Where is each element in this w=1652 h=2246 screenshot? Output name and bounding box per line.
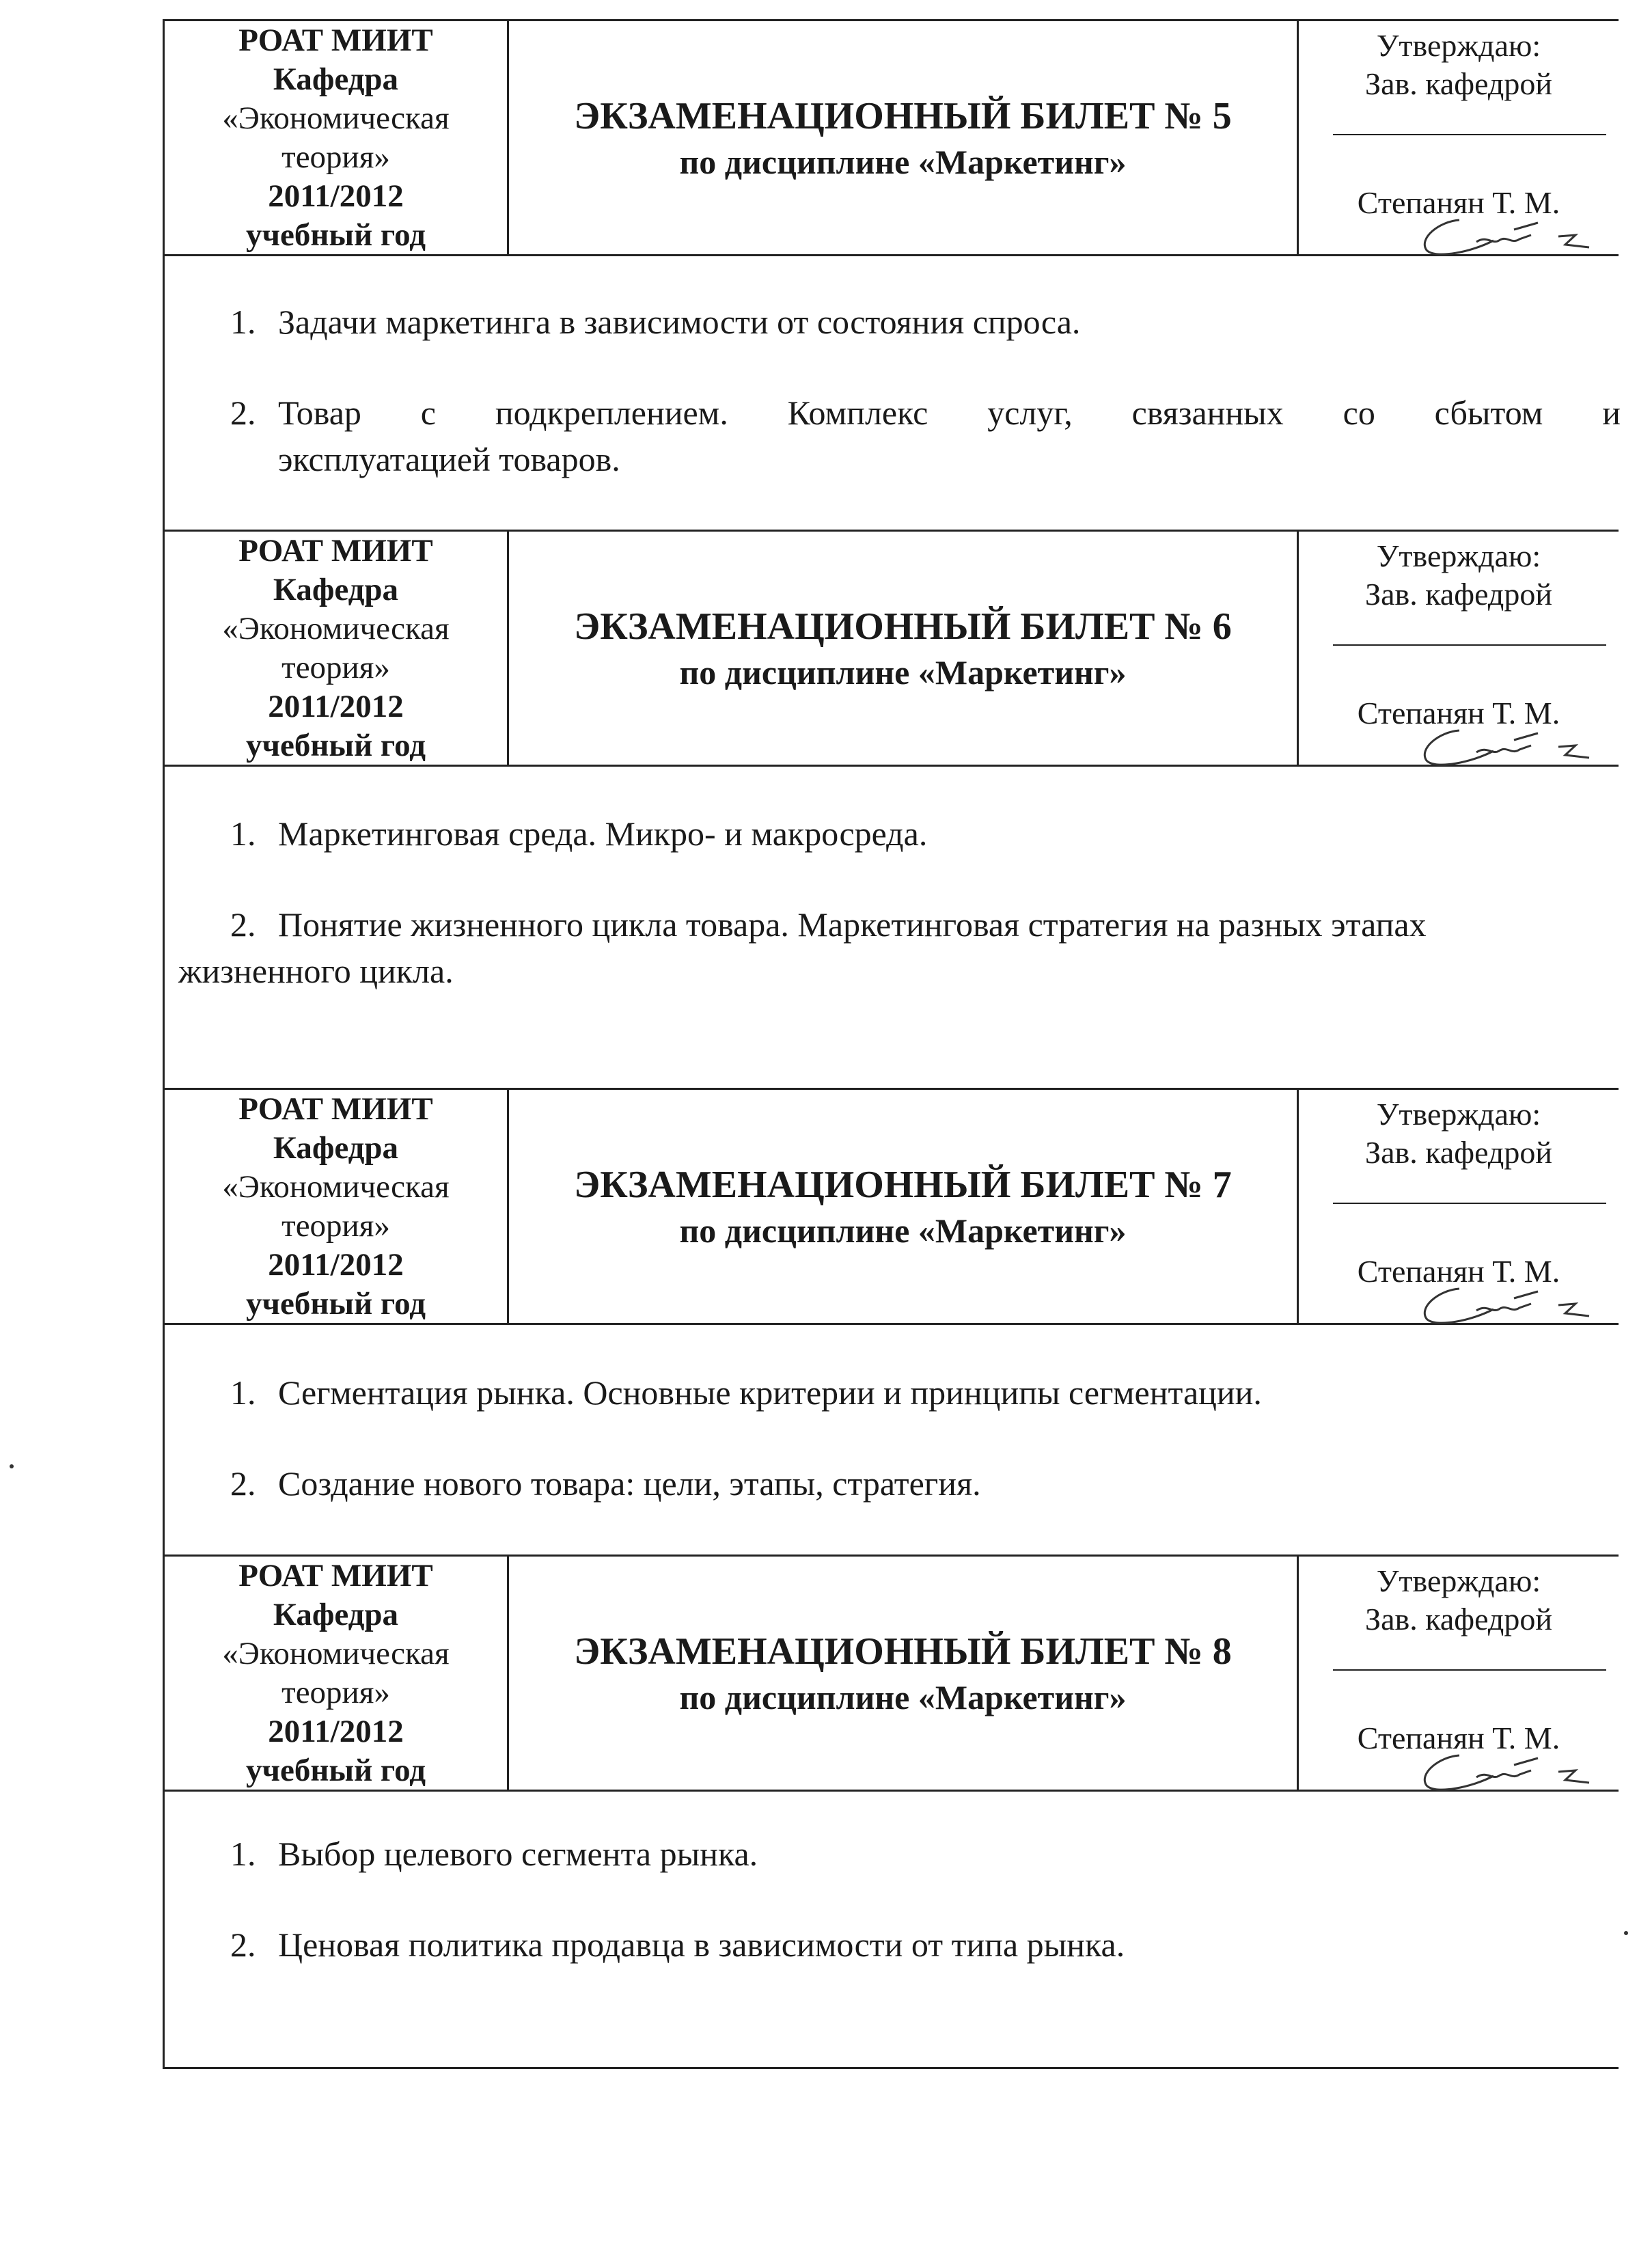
question-1 — [230, 811, 927, 856]
question-number: 2. — [230, 1464, 256, 1503]
question-1 — [230, 299, 1080, 344]
ticket-header — [163, 530, 1619, 767]
question-text: Сегментация рынка. Основные критерии и принципы сегментации. — [278, 1373, 1262, 1412]
signer-name: Степанян Т. М. — [1357, 1254, 1560, 1289]
institution-cell — [165, 532, 507, 765]
question-number: 2. — [230, 394, 256, 432]
institution-cell — [165, 21, 507, 254]
academic-year-label: учебный год — [245, 727, 426, 763]
ticket-questions — [163, 256, 1619, 530]
approve-label: Утверждаю: — [1376, 28, 1541, 63]
question-number: 1. — [230, 814, 256, 853]
dept-name-cont: теория» — [281, 1207, 390, 1244]
academic-years: 2011/2012 — [268, 178, 404, 214]
signer-name: Степанян Т. М. — [1357, 185, 1560, 220]
handwritten-signature — [1412, 1283, 1616, 1331]
question-number: 1. — [230, 303, 256, 341]
title-cell — [509, 1557, 1297, 1790]
approval-cell — [1299, 1557, 1619, 1790]
ticket-questions — [163, 1792, 1619, 2067]
dept-label: Кафедра — [273, 571, 399, 607]
question-2-cont: эксплуатацией товаров. — [278, 440, 620, 478]
dept-name: «Экономическая — [222, 610, 450, 646]
question-text: Задачи маркетинга в зависимости от состояния спроса. — [278, 303, 1081, 341]
question-2-cont: жизненного цикла. — [178, 952, 454, 990]
handwritten-signature — [1412, 215, 1616, 262]
question-1 — [230, 1831, 758, 1876]
institution-cell — [165, 1557, 507, 1790]
ticket-title: ЭКЗАМЕНАЦИОННЫЙ БИЛЕТ № 8 — [574, 1630, 1232, 1673]
ticket-subtitle: по дисциплине «Маркетинг» — [679, 142, 1127, 181]
approval-cell — [1299, 532, 1619, 765]
signer-name: Степанян Т. М. — [1357, 696, 1560, 730]
question-text: Товар с подкреплением. Комплекс услуг, связанных со сбытом и — [278, 394, 1621, 432]
signer-name: Степанян Т. М. — [1357, 1721, 1560, 1755]
approval-text — [1299, 1562, 1619, 1639]
ticket-title: ЭКЗАМЕНАЦИОННЫЙ БИЛЕТ № 5 — [574, 94, 1232, 137]
signature-line — [1333, 1203, 1606, 1204]
org-name: РОАТ МИИТ — [238, 1557, 433, 1593]
signature-line — [1333, 644, 1606, 646]
dept-label: Кафедра — [273, 1596, 399, 1632]
scan-speck — [10, 1464, 14, 1468]
academic-years: 2011/2012 — [268, 1713, 404, 1749]
dept-label: Кафедра — [273, 1129, 399, 1166]
dept-label: Кафедра — [273, 61, 399, 97]
ticket-title: ЭКЗАМЕНАЦИОННЫЙ БИЛЕТ № 6 — [574, 605, 1232, 648]
question-2 — [230, 1922, 1125, 1967]
org-name: РОАТ МИИТ — [238, 532, 433, 569]
question-number: 1. — [230, 1835, 256, 1873]
question-1 — [230, 1370, 1262, 1415]
question-text: Создание нового товара: цели, этапы, стратегия. — [278, 1464, 981, 1503]
question-number: 2. — [230, 905, 256, 944]
dept-name-cont: теория» — [281, 649, 390, 685]
dept-name: «Экономическая — [222, 1635, 450, 1671]
approval-text — [1299, 1095, 1619, 1172]
approve-label: Утверждаю: — [1376, 538, 1541, 573]
approval-text — [1299, 537, 1619, 614]
org-name: РОАТ МИИТ — [238, 22, 433, 58]
institution-cell — [165, 1090, 507, 1323]
question-text: Выбор целевого сегмента рынка. — [278, 1835, 758, 1873]
academic-year-label: учебный год — [245, 1752, 426, 1788]
ticket-subtitle: по дисциплине «Маркетинг» — [679, 653, 1127, 691]
question-number: 1. — [230, 1373, 256, 1412]
head-of-dept-label: Зав. кафедрой — [1365, 1135, 1552, 1170]
academic-years: 2011/2012 — [268, 688, 404, 724]
approval-cell — [1299, 21, 1619, 254]
title-cell — [509, 21, 1297, 254]
head-of-dept-label: Зав. кафедрой — [1365, 66, 1552, 101]
dept-name: «Экономическая — [222, 1168, 450, 1205]
question-2 — [230, 390, 1621, 435]
ticket-bottom-border — [163, 2067, 1619, 2069]
title-cell — [509, 1090, 1297, 1323]
ticket-header — [163, 1555, 1619, 1792]
org-name: РОАТ МИИТ — [238, 1091, 433, 1127]
dept-name-cont: теория» — [281, 139, 390, 175]
question-text: Маркетинговая среда. Микро- и макросреда. — [278, 814, 928, 853]
handwritten-signature — [1412, 1750, 1616, 1798]
signature-line — [1333, 134, 1606, 135]
handwritten-signature — [1412, 725, 1616, 773]
ticket-questions — [163, 1325, 1619, 1555]
question-2 — [230, 902, 1427, 947]
ticket-header — [163, 19, 1619, 256]
scan-speck — [1624, 1931, 1628, 1935]
dept-name-cont: теория» — [281, 1674, 390, 1710]
approval-text — [1299, 27, 1619, 103]
title-cell — [509, 532, 1297, 765]
academic-years: 2011/2012 — [268, 1246, 404, 1283]
approve-label: Утверждаю: — [1376, 1563, 1541, 1598]
question-text: Понятие жизненного цикла товара. Маркетинговая стратегия на разных этапах — [278, 905, 1427, 944]
approve-label: Утверждаю: — [1376, 1097, 1541, 1132]
dept-name: «Экономическая — [222, 100, 450, 136]
academic-year-label: учебный год — [245, 1285, 426, 1321]
question-text: Ценовая политика продавца в зависимости от типа рынка. — [278, 1926, 1125, 1964]
question-2 — [230, 1461, 981, 1506]
head-of-dept-label: Зав. кафедрой — [1365, 1602, 1552, 1636]
approval-cell — [1299, 1090, 1619, 1323]
academic-year-label: учебный год — [245, 217, 426, 253]
question-number: 2. — [230, 1926, 256, 1964]
signature-line — [1333, 1669, 1606, 1671]
ticket-subtitle: по дисциплине «Маркетинг» — [679, 1211, 1127, 1250]
head-of-dept-label: Зав. кафедрой — [1365, 577, 1552, 612]
ticket-header — [163, 1088, 1619, 1325]
ticket-questions — [163, 767, 1619, 1088]
ticket-subtitle: по дисциплине «Маркетинг» — [679, 1677, 1127, 1716]
ticket-title: ЭКЗАМЕНАЦИОННЫЙ БИЛЕТ № 7 — [574, 1163, 1232, 1206]
